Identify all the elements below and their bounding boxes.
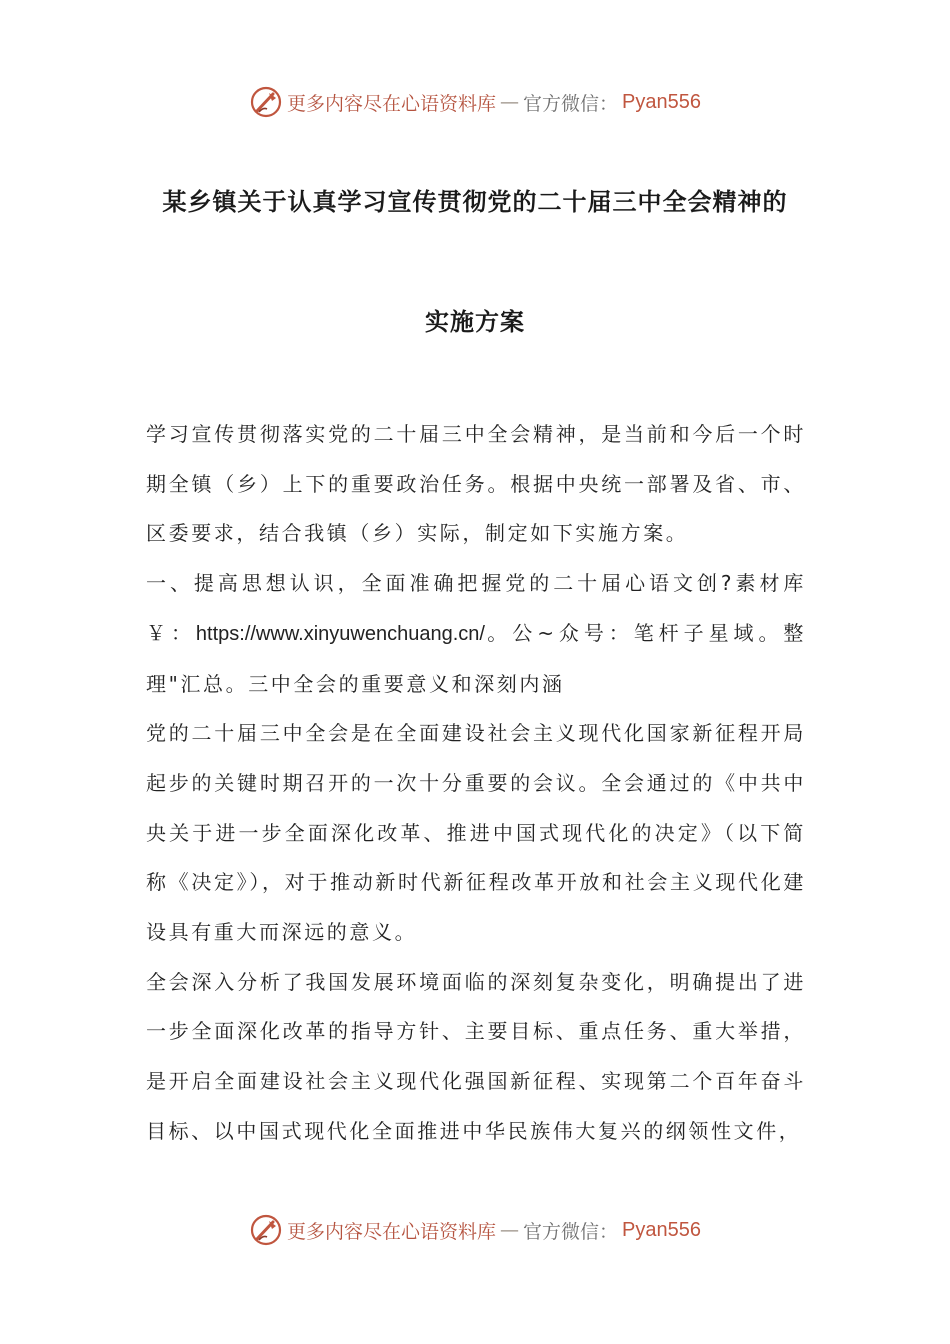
paragraph-intro: 学习宣传贯彻落实党的二十届三中全会精神，是当前和今后一个时期全镇（乡）上下的重要政治任务。根据中央统一部署及省、市、区委要求，结合我镇（乡）实际，制定如下实施方案。 [146, 422, 806, 546]
paragraph-analysis: 全会深入分析了我国发展环境面临的深刻复杂变化，明确提出了进一步全面深化改革的指导方针、主要目标、重点任务、重大举措，是开启全面建设社会主义现代化强国新征程、实现第二个百年奋斗目标、以中国式现代化全面推进中华民族伟大复兴的纲领性文件， [146, 969, 806, 1143]
banner-text: 更多内容尽在心语资料库 [287, 1220, 497, 1243]
section-one-heading-cont: 。公~众号：笔杆子星域。整理"汇总。三中全会的重要意义和深刻内涵 [146, 620, 807, 696]
banner-official-label: 官方微信： [523, 1220, 619, 1243]
source-url-link[interactable]: https://www.xinyuwenchuang.cn/ [195, 622, 485, 645]
banner-wechat-id: Pyan556 [622, 1218, 701, 1241]
paragraph-meeting: 党的二十届三中全会是在全面建设社会主义现代化国家新征程开局起步的关键时期召开的一次十分重要的会议。全会通过的《中共中央关于进一步全面深化改革、推进中国式现代化的决定》（以下简称《决定》），对于推动新时代新征程改革开放和社会主义现代化建设具有重大而深远的意义。 [146, 721, 806, 945]
paragraph-section-one [146, 559, 806, 709]
banner-text: 更多内容尽在心语资料库 [287, 92, 497, 115]
header-banner [0, 80, 950, 124]
banner-separator: — [500, 91, 520, 113]
document-title-line1: 某乡镇关于认真学习宣传贯彻党的二十届三中全会精神的 [162, 188, 788, 216]
pen-logo-icon [249, 1213, 283, 1247]
footer-banner [0, 1208, 950, 1252]
banner-official-label: 官方微信： [523, 92, 619, 115]
banner-separator: — [500, 1219, 520, 1241]
document-body [146, 410, 806, 1157]
pen-logo-icon [249, 85, 283, 119]
document-title-line2: 实施方案 [425, 308, 525, 336]
section-one-heading: 一、提高思想认识，全面准确把握党的二十届心语文创?素材库￥： [146, 571, 806, 645]
banner-wechat-id: Pyan556 [622, 90, 701, 113]
